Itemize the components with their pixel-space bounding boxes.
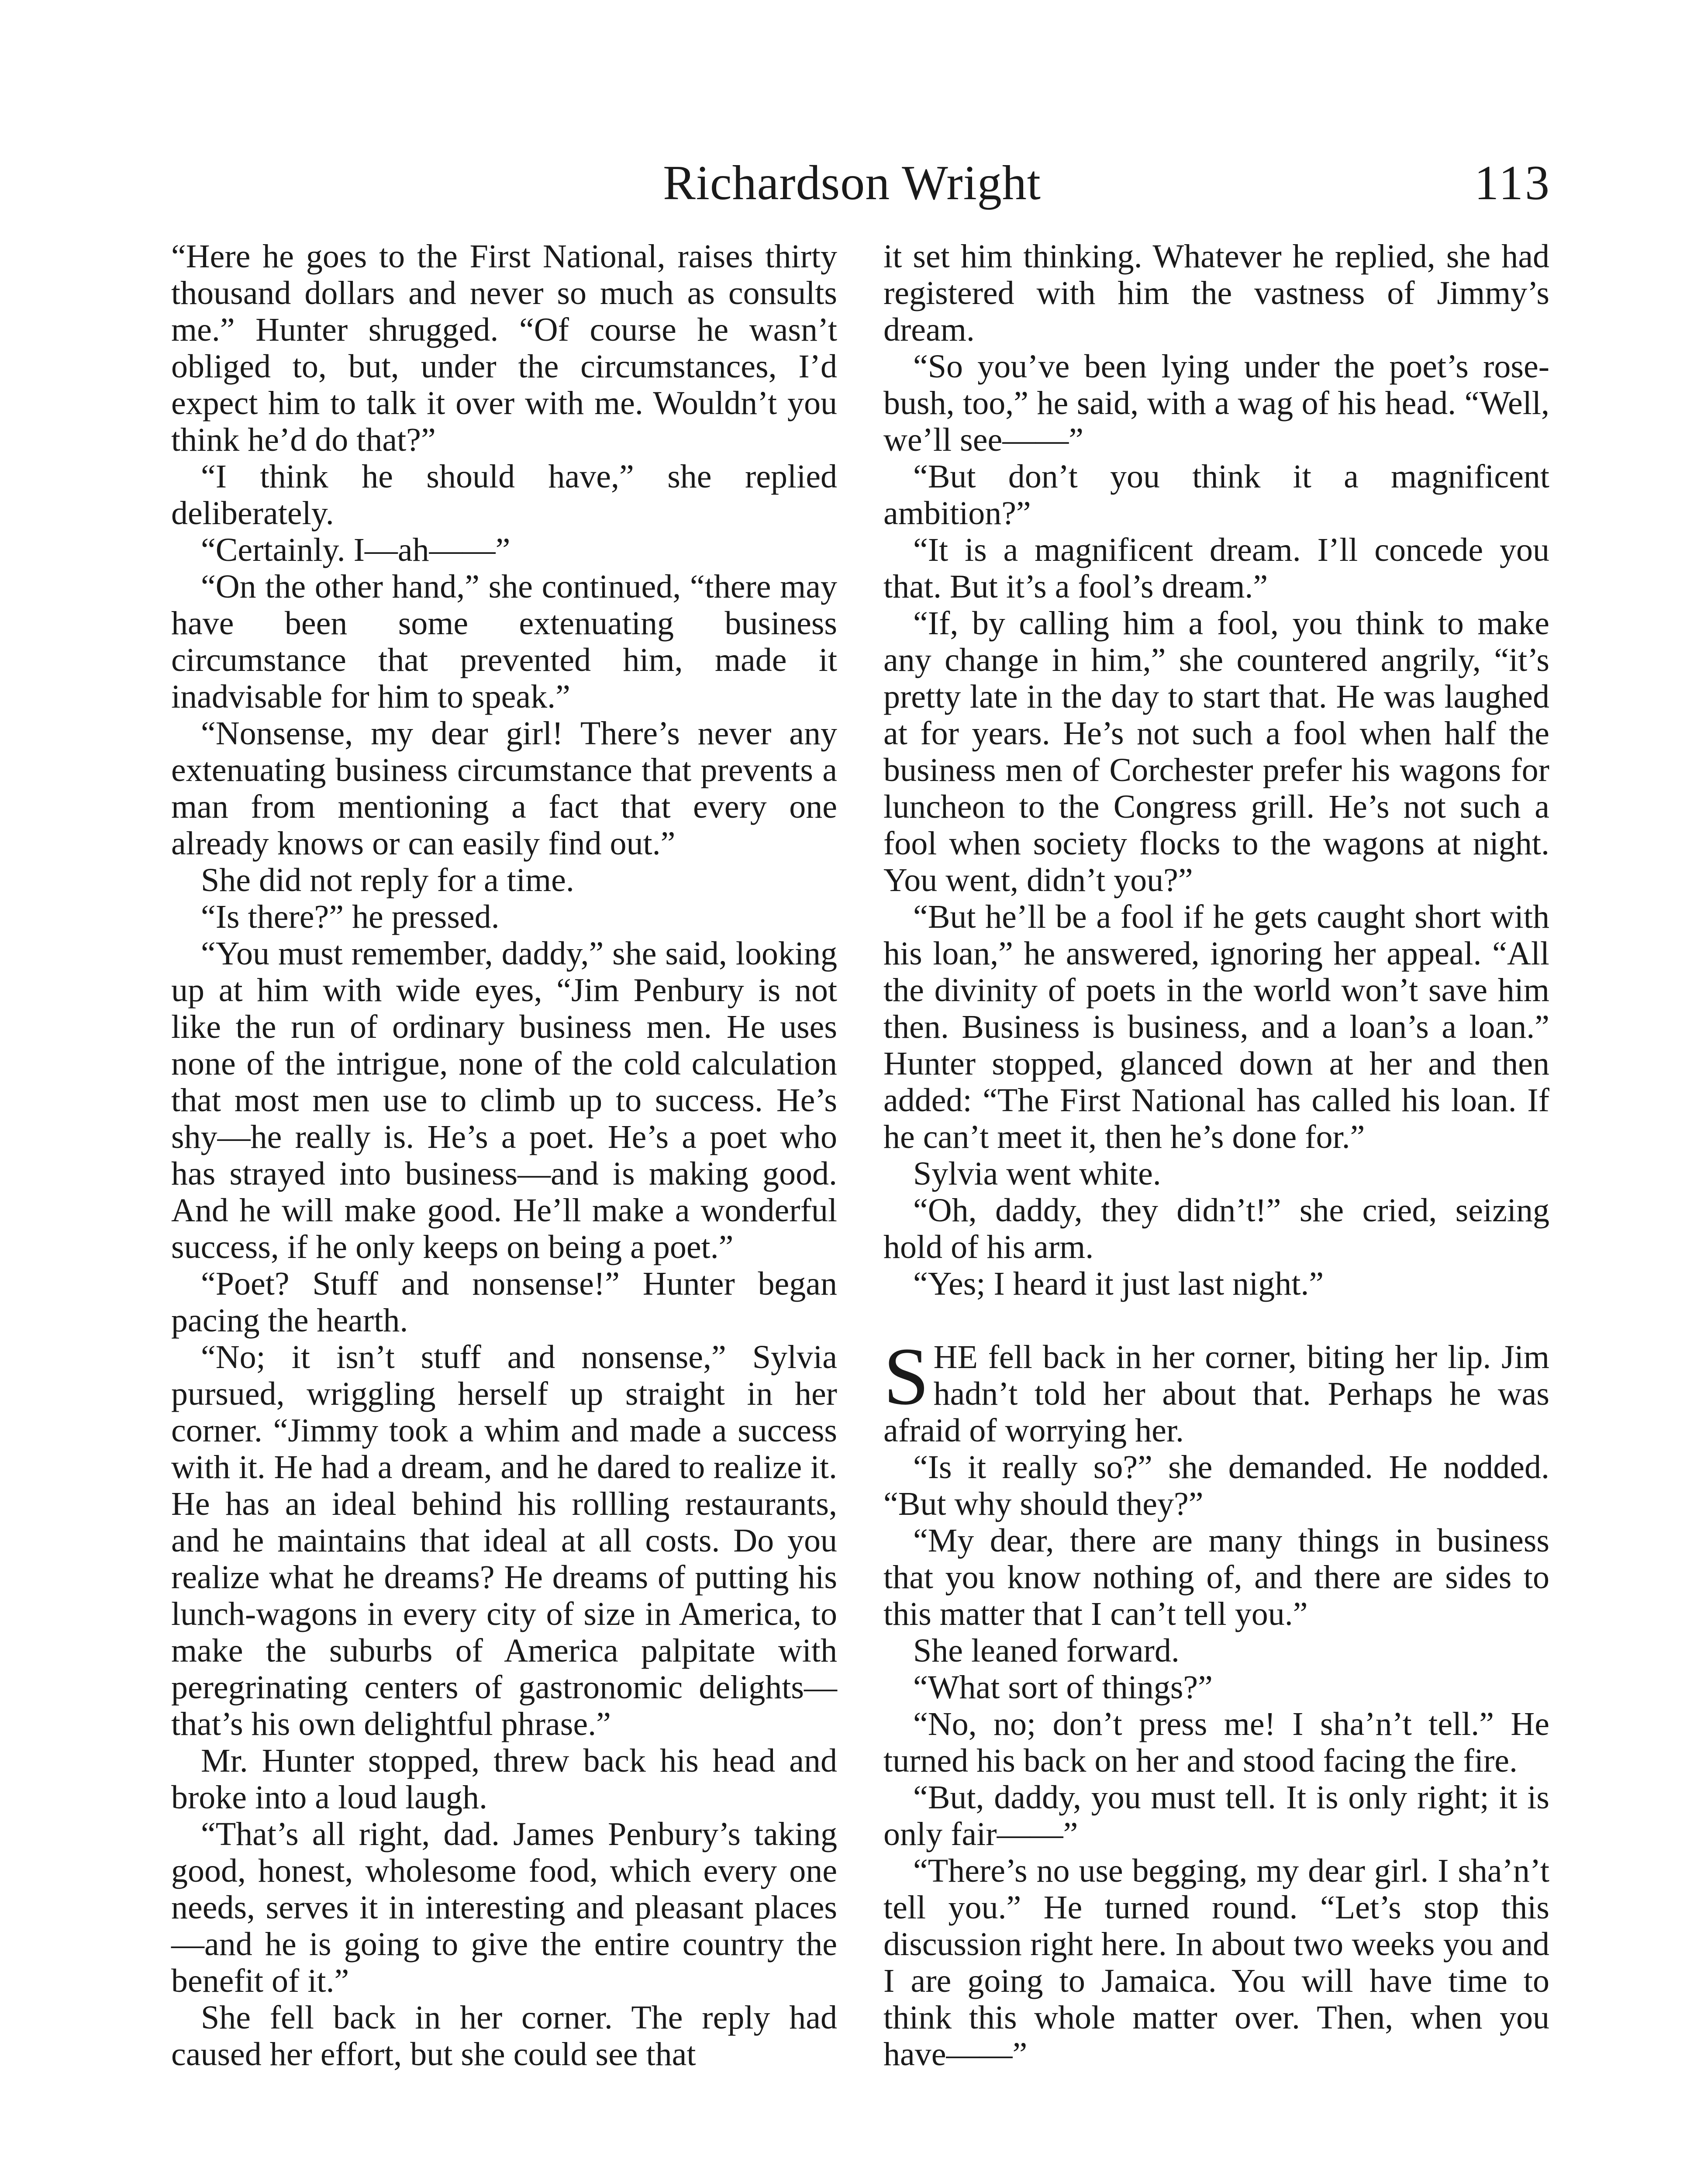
paragraph: “If, by calling him a fool, you think to make any change in him,” she countered angrily, “it’s pretty late in the day to start that. He was laughed at for years. He’s not such a fool when half the business men of Corchester prefer his wagons for luncheon to the Congress grill. He’s not such a fool when society flocks to the wagons at night. You went, didn’t you?” — [883, 605, 1549, 898]
section-opening-text: HE fell back in her corner, biting her lip. Jim hadn’t told her about that. Perhaps he was afraid of worrying her. — [883, 1339, 1549, 1449]
paragraph: “But don’t you think it a magnificent ambition?” — [883, 458, 1549, 532]
paragraph: “My dear, there are many things in business that you know nothing of, and there are sides to this matter that I can’t tell you.” — [883, 1522, 1549, 1632]
paragraph: “I think he should have,” she replied deliberately. — [171, 458, 837, 532]
paragraph: “It is a magnificent dream. I’ll concede you that. But it’s a fool’s dream.” — [883, 532, 1549, 605]
paragraph: “So you’ve been lying under the poet’s rose-bush, too,” he said, with a wag of his head. “Well, we’ll see——” — [883, 348, 1549, 458]
paragraph: “Is it really so?” she demanded. He nodded. “But why should they?” — [883, 1449, 1549, 1522]
paragraph: it set him thinking. Whatever he replied, she had registered with him the vastness of Jimmy’s dream. — [883, 238, 1549, 348]
paragraph: “Is there?” he pressed. — [201, 898, 500, 935]
paragraph: “Nonsense, my dear girl! There’s never any extenuating business circumstance that prevents a man from mentioning a fact that every one already knows or can easily find out.” — [171, 715, 837, 862]
page-number: 113 — [1474, 156, 1551, 210]
paragraph: “But he’ll be a fool if he gets caught short with his loan,” he answered, ignoring her appeal. “All the divinity of poets in the world won’t save him then. Business is business, and a loan’s a loan.” Hunter stopped, glanced down at her and then added: “The First National has called his loan. If he can’t meet it, then he’s done for.” — [883, 898, 1549, 1155]
paragraph: “Here he goes to the First National, raises thirty thousand dollars and never so much as consults me.” Hunter shrugged. “Of course he wasn’t obliged to, but, under the circumstances, I’d expect him to talk it over with me. Wouldn’t you think he’d do that?” — [171, 238, 837, 458]
paragraph: “Poet? Stuff and nonsense!” Hunter began pacing the hearth. — [171, 1265, 837, 1339]
paragraph: “Oh, daddy, they didn’t!” she cried, seizing hold of his arm. — [883, 1192, 1549, 1265]
paragraph: She did not reply for a time. — [201, 862, 574, 898]
running-header-author: Richardson Wright — [663, 156, 1041, 210]
paragraph: “That’s all right, dad. James Penbury’s taking good, honest, wholesome food, which every one needs, serves it in interesting and pleasant places—and he is going to give the entire country the benefit of it.” — [171, 1816, 837, 1999]
paragraph: She leaned forward. — [913, 1632, 1180, 1669]
paragraph: “On the other hand,” she continued, “there may have been some extenuating business circumstance that prevented him, made it inadvisable for him to speak.” — [171, 568, 837, 715]
right-column — [883, 238, 1549, 2073]
paragraph: “But, daddy, you must tell. It is only right; it is only fair——” — [883, 1779, 1549, 1852]
section-opening-paragraph — [883, 1330, 1549, 1449]
paragraph: “There’s no use begging, my dear girl. I sha’n’t tell you.” He turned round. “Let’s stop this discussion right here. In about two weeks you and I are going to Jamaica. You will have time to think this whole matter over. Then, when you have——” — [883, 1852, 1549, 2073]
paragraph: “Certainly. I—ah——” — [201, 532, 511, 568]
paragraph: “Yes; I heard it just last night.” — [913, 1265, 1324, 1302]
paragraph: “No; it isn’t stuff and nonsense,” Sylvia pursued, wriggling herself up straight in her corner. “Jimmy took a whim and made a success with it. He had a dream, and he dared to realize it. He has an ideal behind his rollling restaurants, and he maintains that ideal at all costs. Do you realize what he dreams? He dreams of putting his lunch-wagons in every city of size in America, to make the suburbs of America palpitate with peregrinating centers of gastronomic delights—that’s his own delightful phrase.” — [171, 1339, 837, 1742]
paragraph: “What sort of things?” — [913, 1669, 1213, 1706]
paragraph: She fell back in her corner. The reply had caused her effort, but she could see that — [171, 1999, 837, 2073]
paragraph: “No, no; don’t press me! I sha’n’t tell.” He turned his back on her and stood facing the fire. — [883, 1706, 1549, 1779]
left-column — [171, 238, 837, 2073]
paragraph: Mr. Hunter stopped, threw back his head and broke into a loud laugh. — [171, 1742, 837, 1816]
drop-cap: S — [883, 1330, 929, 1422]
paragraph: Sylvia went white. — [913, 1155, 1161, 1192]
paragraph: “You must remember, daddy,” she said, looking up at him with wide eyes, “Jim Penbury is not like the run of ordinary business men. He uses none of the intrigue, none of the cold calculation that most men use to climb up to success. He’s shy—he really is. He’s a poet. He’s a poet who has strayed into business—and is making good. And he will make good. He’ll make a wonderful success, if he only keeps on being a poet.” — [171, 935, 837, 1265]
